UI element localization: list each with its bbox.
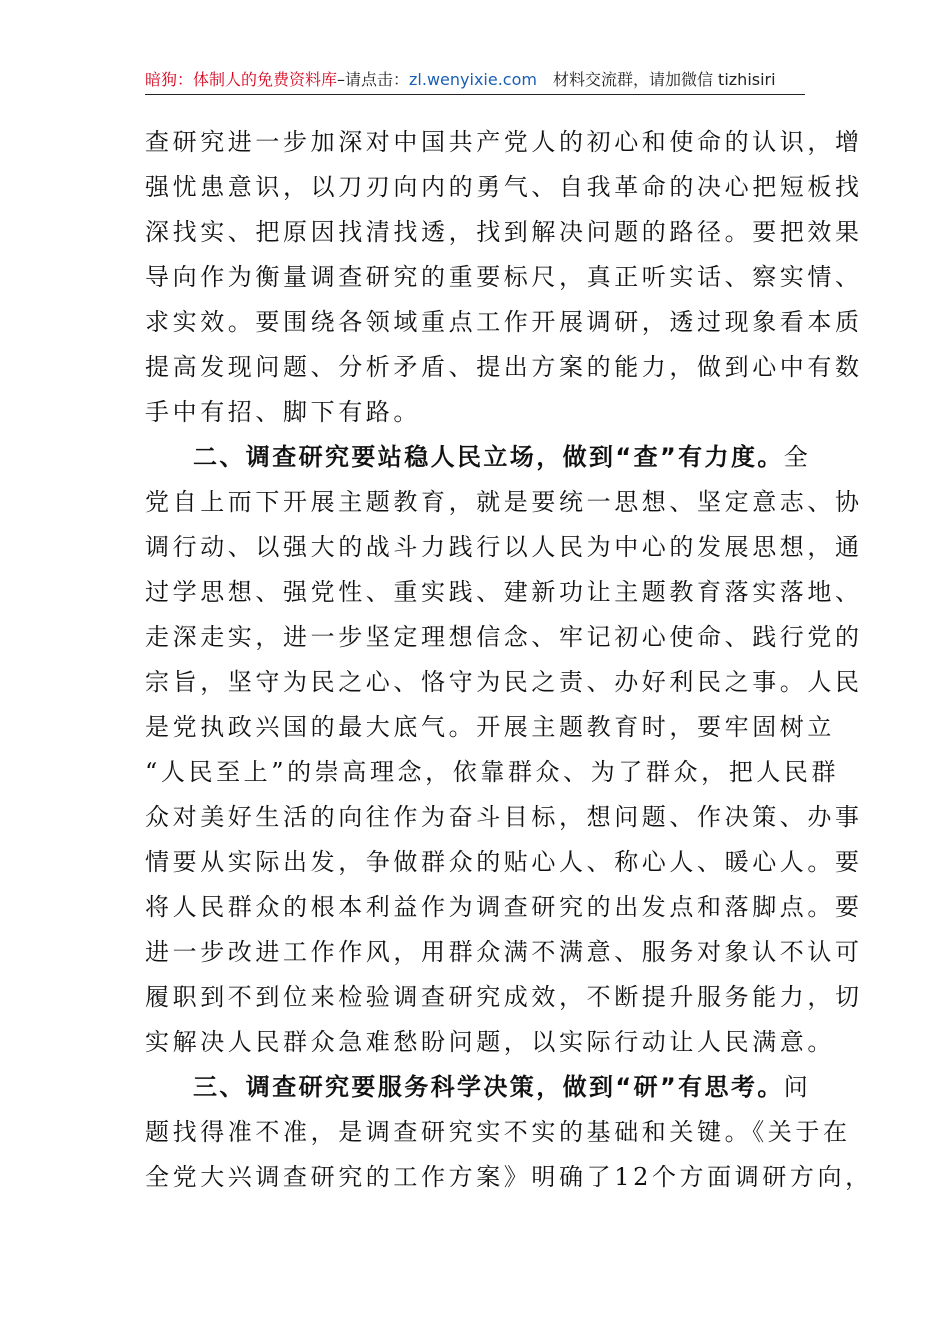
paragraph-1 (145, 120, 863, 435)
text-line (145, 435, 812, 480)
header-url-link[interactable]: zl.wenyixie.com (409, 70, 537, 89)
header-brand: 暗狗：体制人的免费资料库 (145, 70, 338, 89)
text-line: 实解决人民群众急难愁盼问题，以实际行动让人民满意。 (145, 1028, 835, 1056)
text-line: 宗旨，坚守为民之心、恪守为民之责、办好利民之事。人民 (145, 668, 863, 696)
text-line: 手中有招、脚下有路。 (145, 398, 421, 426)
text-line: 履职到不到位来检验调查研究成效，不断提升服务能力，切 (145, 983, 863, 1011)
text-line: 将人民群众的根本利益作为调查研究的出发点和落脚点。要 (145, 893, 863, 921)
paragraph-3 (145, 1065, 873, 1200)
page-header (145, 66, 805, 95)
text-line: “人民至上”的崇高理念，依靠群众、为了群众，把人民群 (145, 758, 840, 786)
text-line: 查研究进一步加深对中国共产党人的初心和使命的认识，增 (145, 128, 863, 156)
header-contact: 材料交流群，请加微信 tizhisiri (552, 70, 776, 89)
paragraph-2 (145, 435, 863, 1065)
section-heading: 二、调查研究要站稳人民立场，做到“查”有力度。 (193, 443, 784, 471)
text-line: 深找实、把原因找清找透，找到解决问题的路径。要把效果 (145, 218, 863, 246)
text-line (145, 1065, 812, 1110)
document-body (145, 120, 873, 1200)
text-line: 全党大兴调查研究的工作方案》明确了12个方面调研方向， (145, 1163, 873, 1191)
text-line: 强忧患意识，以刀刃向内的勇气、自我革命的决心把短板找 (145, 173, 863, 201)
text-line: 导向作为衡量调查研究的重要标尺，真正听实话、察实情、 (145, 263, 863, 291)
text-line: 党自上而下开展主题教育，就是要统一思想、坚定意志、协 (145, 488, 863, 516)
text-line: 是党执政兴国的最大底气。开展主题教育时，要牢固树立 (145, 713, 835, 741)
heading-tail: 问 (783, 1073, 812, 1101)
text-line: 进一步改进工作作风，用群众满不满意、服务对象认不认可 (145, 938, 863, 966)
section-heading: 三、调查研究要服务科学决策，做到“研”有思考。 (193, 1073, 784, 1101)
text-line: 提高发现问题、分析矛盾、提出方案的能力，做到心中有数 (145, 353, 863, 381)
text-line: 求实效。要围绕各领域重点工作开展调研，透过现象看本质 (145, 308, 863, 336)
text-line: 题找得准不准，是调查研究实不实的基础和关键。《关于在 (145, 1118, 851, 1146)
text-line: 过学思想、强党性、重实践、建新功让主题教育落实落地、 (145, 578, 863, 606)
text-line: 调行动、以强大的战斗力践行以人民为中心的发展思想，通 (145, 533, 863, 561)
text-line: 走深走实，进一步坚定理想信念、牢记初心使命、践行党的 (145, 623, 863, 651)
text-line: 情要从实际出发，争做群众的贴心人、称心人、暖心人。要 (145, 848, 863, 876)
text-line: 众对美好生活的向往作为奋斗目标，想问题、作决策、办事 (145, 803, 863, 831)
header-separator: –请点击： (337, 70, 410, 89)
heading-tail: 全 (783, 443, 812, 471)
